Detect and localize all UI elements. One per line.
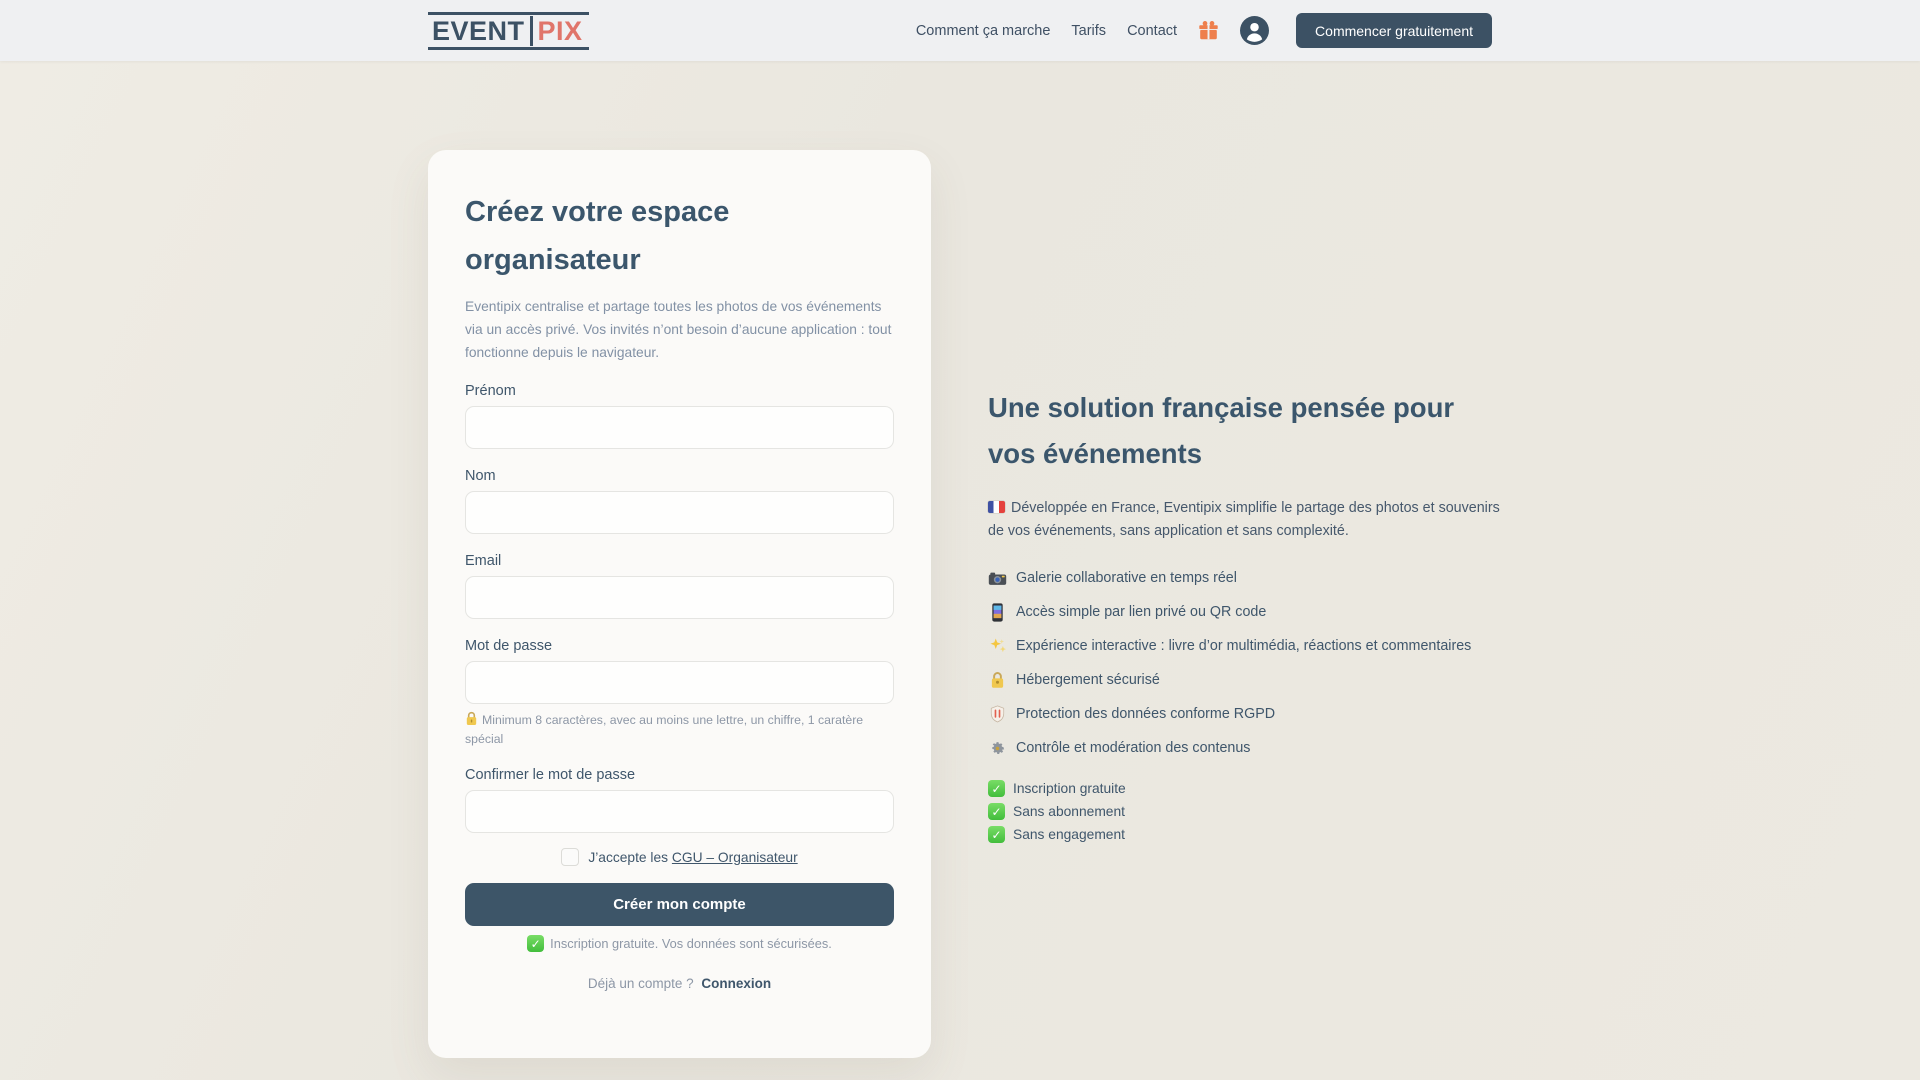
check-text: Inscription gratuite [1013, 781, 1126, 796]
reassurance-text: Inscription gratuite. Vos données sont sécurisées. [550, 936, 832, 951]
confirmer-mot-de-passe-input[interactable] [465, 790, 894, 833]
features-list [988, 561, 1500, 765]
feature-galerie [988, 561, 1500, 595]
connexion-link[interactable]: Connexion [701, 976, 772, 991]
logo-text-pix: PIX [537, 15, 583, 46]
check-inscription [988, 777, 1500, 800]
terms-text [588, 850, 797, 865]
login-prompt: Déjà un compte ? [587, 976, 694, 991]
terms-prefix: J’accepte les [588, 849, 672, 865]
prenom-label: Prénom [465, 383, 516, 399]
camera-icon [988, 571, 1007, 586]
lock-key-icon [988, 671, 1007, 689]
mot-de-passe-input[interactable] [465, 661, 894, 704]
account-button[interactable] [1240, 16, 1269, 45]
nav-tarifs[interactable]: Tarifs [1071, 22, 1107, 39]
feature-moderation [988, 731, 1500, 765]
field-confirmer-mot-de-passe [465, 767, 894, 833]
field-prenom [465, 383, 894, 449]
benefits-intro [988, 497, 1500, 542]
benefits-title: Une solution française pensée pour vos événements [988, 392, 1455, 469]
commencer-gratuitement-button[interactable]: Commencer gratuitement [1296, 13, 1492, 48]
prenom-input[interactable] [465, 406, 894, 449]
feature-text: Galerie collaborative en temps réel [1016, 570, 1237, 586]
terms-row [465, 848, 894, 866]
email-label: Email [465, 553, 502, 569]
confirmer-mot-de-passe-label: Confirmer le mot de passe [465, 767, 636, 783]
nom-input[interactable] [465, 491, 894, 534]
password-hint-text: Minimum 8 caractères, avec au moins une lettre, un chiffre, 1 caratère spécial [465, 713, 864, 746]
feature-text: Expérience interactive : livre d’or multimédia, réactions et commentaires [1016, 638, 1472, 654]
check-text: Sans abonnement [1013, 804, 1125, 819]
check-engagement [988, 823, 1500, 846]
feature-protection [988, 697, 1500, 731]
benefits-intro-text: Développée en France, Eventipix simplifie le partage des photos et souvenirs de vos événements, sans application et sans complexité. [988, 500, 1500, 539]
card-title: Créez votre espace organisateur [465, 196, 730, 276]
check-icon [988, 803, 1005, 820]
mot-de-passe-label: Mot de passe [465, 638, 553, 654]
shield-icon [988, 705, 1007, 723]
sparkles-icon [988, 637, 1007, 655]
nav-contact[interactable]: Contact [1127, 22, 1178, 39]
feature-hebergement [988, 663, 1500, 697]
email-input[interactable] [465, 576, 894, 619]
feature-text: Contrôle et modération des contenus [1016, 740, 1251, 756]
card-description: Eventipix centralise et partage toutes les photos de vos événements via un accès privé. Vos invités n’ont besoin d’aucune application : tout fonctionne depuis le navigateur. [465, 299, 892, 360]
cgu-organisateur-link[interactable]: CGU – Organisateur [671, 849, 798, 865]
check-abonnement [988, 800, 1500, 823]
signup-card [428, 150, 931, 1058]
check-text: Sans engagement [1013, 827, 1125, 842]
feature-acces [988, 595, 1500, 629]
login-row [465, 976, 894, 991]
nav-comment-ca-marche[interactable]: Comment ça marche [915, 22, 1051, 39]
check-icon [527, 935, 544, 952]
creer-mon-compte-button[interactable]: Créer mon compte [465, 883, 894, 926]
eventpix-logo[interactable] [428, 12, 589, 50]
check-icon [988, 780, 1005, 797]
field-email [465, 553, 894, 619]
cgu-checkbox[interactable] [561, 848, 579, 866]
field-nom [465, 468, 894, 534]
gift-button[interactable] [1198, 20, 1219, 41]
checks-list [988, 777, 1500, 846]
password-hint [465, 711, 894, 748]
nom-label: Nom [465, 468, 496, 484]
check-icon [988, 826, 1005, 843]
field-mot-de-passe [465, 638, 894, 748]
france-flag-icon [988, 501, 1005, 513]
logo-text-event: EVENT [432, 15, 525, 46]
benefits-section [988, 385, 1500, 846]
user-icon [1240, 16, 1269, 45]
reassurance-note [465, 935, 894, 952]
feature-text: Accès simple par lien privé ou QR code [1016, 604, 1267, 620]
feature-experience [988, 629, 1500, 663]
smartphone-icon [988, 603, 1007, 622]
top-navbar [0, 0, 1920, 61]
lock-icon [465, 711, 478, 731]
feature-text: Hébergement sécurisé [1016, 672, 1160, 688]
signup-page [0, 61, 1920, 1080]
gear-icon [988, 740, 1007, 757]
gift-icon [1198, 20, 1219, 41]
main-nav [916, 13, 1492, 48]
feature-text: Protection des données conforme RGPD [1016, 706, 1276, 722]
